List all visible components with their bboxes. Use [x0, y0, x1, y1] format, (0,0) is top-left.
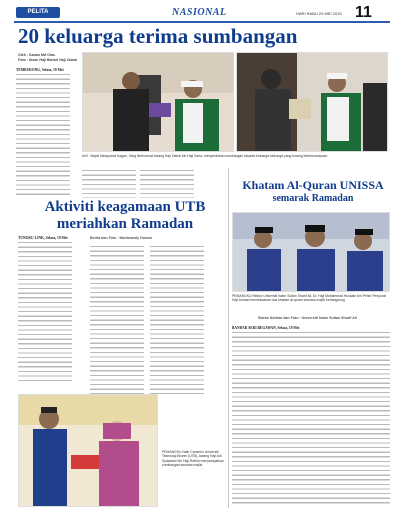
- photo-handover-2: [236, 52, 388, 152]
- story3-lead: BANDAR SERI BEGAWAN, Selasa, 19 Mei: [232, 326, 300, 330]
- header-rule: [14, 21, 390, 23]
- headline-story1: 20 keluarga terima sumbangan: [18, 24, 298, 48]
- photo-credit: Foto : Ihsan Haji Bahari Haji Zainal: [18, 58, 78, 62]
- photo-image-3: [19, 395, 158, 507]
- photo-image-2: [237, 53, 388, 152]
- photo-image-1: [83, 53, 234, 152]
- column-divider: [228, 168, 229, 508]
- story3-text-column: [232, 326, 390, 508]
- photo-caption-story3: PEMANGKU Rektor Universiti Islam Sultan Sharif Ali, Dr. Haji Mohammad Hussain bin Pehin Penyurat Haji Ahmad membacakan doa khatam al-quran semasa majlis berlangsung: [232, 294, 386, 303]
- newspaper-logo: PELITA: [16, 7, 60, 18]
- photo-handover-1: [82, 52, 234, 152]
- story2-text-column-2: [90, 244, 144, 394]
- author-credit: Oleh : Sauan Md Olas: [18, 53, 55, 57]
- story2-text-column-3: [150, 244, 204, 394]
- page-header: [0, 0, 400, 24]
- story2-text-column-1: [18, 236, 72, 386]
- story1-text-column-2: [82, 168, 136, 198]
- section-title: NASIONAL: [172, 7, 227, 18]
- story1-text-column-3: [140, 168, 194, 198]
- story3-byline: Siaran Akhbar dan Foto : Universiti Islam Sultan Sharif Ali: [258, 316, 357, 320]
- headline-story3-line1: Khatam Al-Quran UNISSA: [242, 178, 384, 192]
- story2-lead: TUNGKU LINK, Selasa, 19 Mei: [18, 236, 68, 240]
- headline-story2: Aktiviti keagamaan UTB meriahkan Ramadan: [44, 199, 206, 232]
- photo-caption-story2: PEMANGKU Naib Canselor Universiti Teknologi Brunei (UTB), Awang Haji Adi Syawalan bin Haji Rahim menyampaikan sumbangan semasa majlis: [162, 450, 224, 468]
- photo-caption-story1: ANI : Majlis Mesyuarat Kagan, Yang Berhormat Awang Haji Zainal bin Haji Saha, menyerahkan sumbangan kepada keluarga keluarga yang kurang berkemampuan.: [82, 154, 329, 158]
- story1-lead: TEMBURONG, Selasa, 19 Mei: [16, 68, 64, 72]
- issue-date: HARI RABU 20 MEI 2015: [296, 11, 342, 16]
- photo-image-4: [233, 213, 390, 292]
- headline-story3-line2: semarak Ramadan: [272, 193, 354, 204]
- headline-story3: [228, 179, 398, 205]
- photo-khatam-quran: [232, 212, 390, 292]
- story1-text-column: [16, 68, 70, 198]
- page-number: 11: [355, 4, 372, 21]
- story2-byline: Berita dan Foto : Marliwandy Hussin: [90, 236, 153, 240]
- photo-utb-ceremony: [18, 394, 158, 507]
